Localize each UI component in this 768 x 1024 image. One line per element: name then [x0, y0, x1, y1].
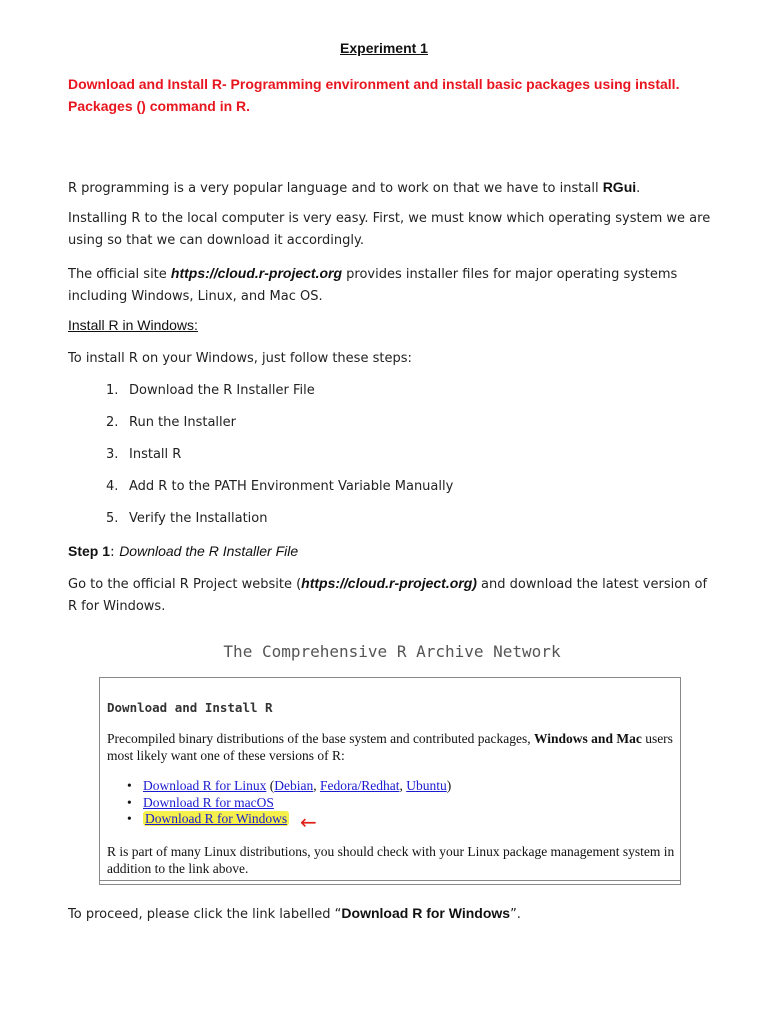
step1-p-after: and download the latest version of R for Windows.: [68, 577, 708, 614]
step1-title: Download the R Installer File: [119, 543, 299, 559]
step-text: Add R to the PATH Environment Variable Manually: [129, 479, 454, 494]
step-item: [106, 444, 453, 476]
step-number: 5.: [106, 511, 119, 526]
intro-paragraph-2: Installing R to the local computer is very easy. First, we must know which operating system we are using so that we can download it accordingly.: [68, 211, 711, 248]
intro-p1-end: .: [636, 181, 641, 196]
step1-label: Step 1: [68, 543, 111, 559]
comma-separator: ,: [313, 778, 320, 793]
step-number: 3.: [106, 447, 119, 462]
cran-download-list: [127, 778, 452, 834]
cran-list-item-macos: [127, 795, 451, 812]
step1-p-before: Go to the official R Project website (: [68, 577, 302, 592]
proceed-before: To proceed, please click the link labelled “: [68, 907, 342, 922]
experiment-title: Experiment 1: [340, 40, 428, 56]
step-item: [106, 412, 453, 444]
step-item: [106, 476, 453, 508]
install-steps-list: [106, 380, 453, 540]
download-macos-link[interactable]: Download R for macOS: [143, 794, 274, 810]
windows-section-lead: To install R on your Windows, just follow these steps:: [68, 351, 412, 366]
intro-p3-before: The official site: [68, 267, 171, 282]
experiment-subtitle: Download and Install R- Programming environment and install basic packages using install. Packages () command in R.: [68, 76, 680, 114]
official-site-link[interactable]: https://cloud.r-project.org: [170, 265, 343, 281]
step-number: 2.: [106, 415, 119, 430]
ubuntu-link[interactable]: Ubuntu: [406, 778, 447, 793]
proceed-after: ”.: [510, 907, 521, 922]
proceed-paragraph: [68, 902, 714, 926]
step1-paragraph: [68, 572, 714, 618]
windows-section-heading: Install R in Windows:: [68, 317, 198, 333]
cran-linux-note: R is part of many Linux distributions, you should check with your Linux package management system in addition to the link above.: [107, 844, 675, 876]
step-text: Run the Installer: [129, 415, 237, 430]
download-windows-link[interactable]: Download R for Windows: [145, 811, 288, 826]
step-item: [106, 508, 453, 540]
close-paren: ): [446, 778, 452, 793]
cran-screenshot-panel: [99, 677, 681, 885]
intro-p3-after: provides installer files for major operating systems including Windows, Linux, and Mac OS.: [68, 267, 678, 304]
intro-paragraph-1: [68, 176, 714, 200]
download-linux-link[interactable]: Download R for Linux: [143, 778, 267, 793]
proceed-link-label: Download R for Windows: [341, 905, 511, 921]
comma-separator: ,: [399, 778, 407, 793]
red-arrow-icon: ←: [300, 810, 317, 834]
cran-panel-heading: Download and Install R: [107, 700, 273, 715]
rgui-term: RGui: [602, 179, 637, 195]
cran-screenshot-title: The Comprehensive R Archive Network: [223, 642, 561, 661]
cran-panel-divider: [100, 880, 680, 881]
cran-list-item-linux: [127, 778, 451, 795]
cran-panel-description: [107, 730, 675, 764]
step-text: Download the R Installer File: [129, 383, 315, 398]
step-text: Install R: [129, 447, 182, 462]
cran-list-item-windows: [127, 810, 451, 834]
step1-heading: [68, 540, 298, 563]
step-number: 4.: [106, 479, 119, 494]
step-number: 1.: [106, 383, 119, 398]
cran-desc-bold: Windows and Mac: [534, 731, 642, 746]
step-text: Verify the Installation: [129, 511, 268, 526]
cran-site-link[interactable]: https://cloud.r-project.org): [301, 575, 477, 591]
intro-p1-text: R programming is a very popular language and to work on that we have to install: [68, 181, 603, 196]
cran-desc-before: Precompiled binary distributions of the base system and contributed packages,: [107, 731, 535, 746]
fedora-redhat-link[interactable]: Fedora/Redhat: [319, 778, 400, 793]
windows-link-highlight: [143, 811, 289, 826]
intro-paragraph-3: [68, 262, 714, 308]
debian-link[interactable]: Debian: [274, 778, 314, 793]
step-item: [106, 380, 453, 412]
step1-separator: :: [110, 544, 120, 560]
open-paren: (: [266, 778, 275, 793]
cran-desc-after: users most likely want one of these versions of R:: [107, 731, 673, 763]
